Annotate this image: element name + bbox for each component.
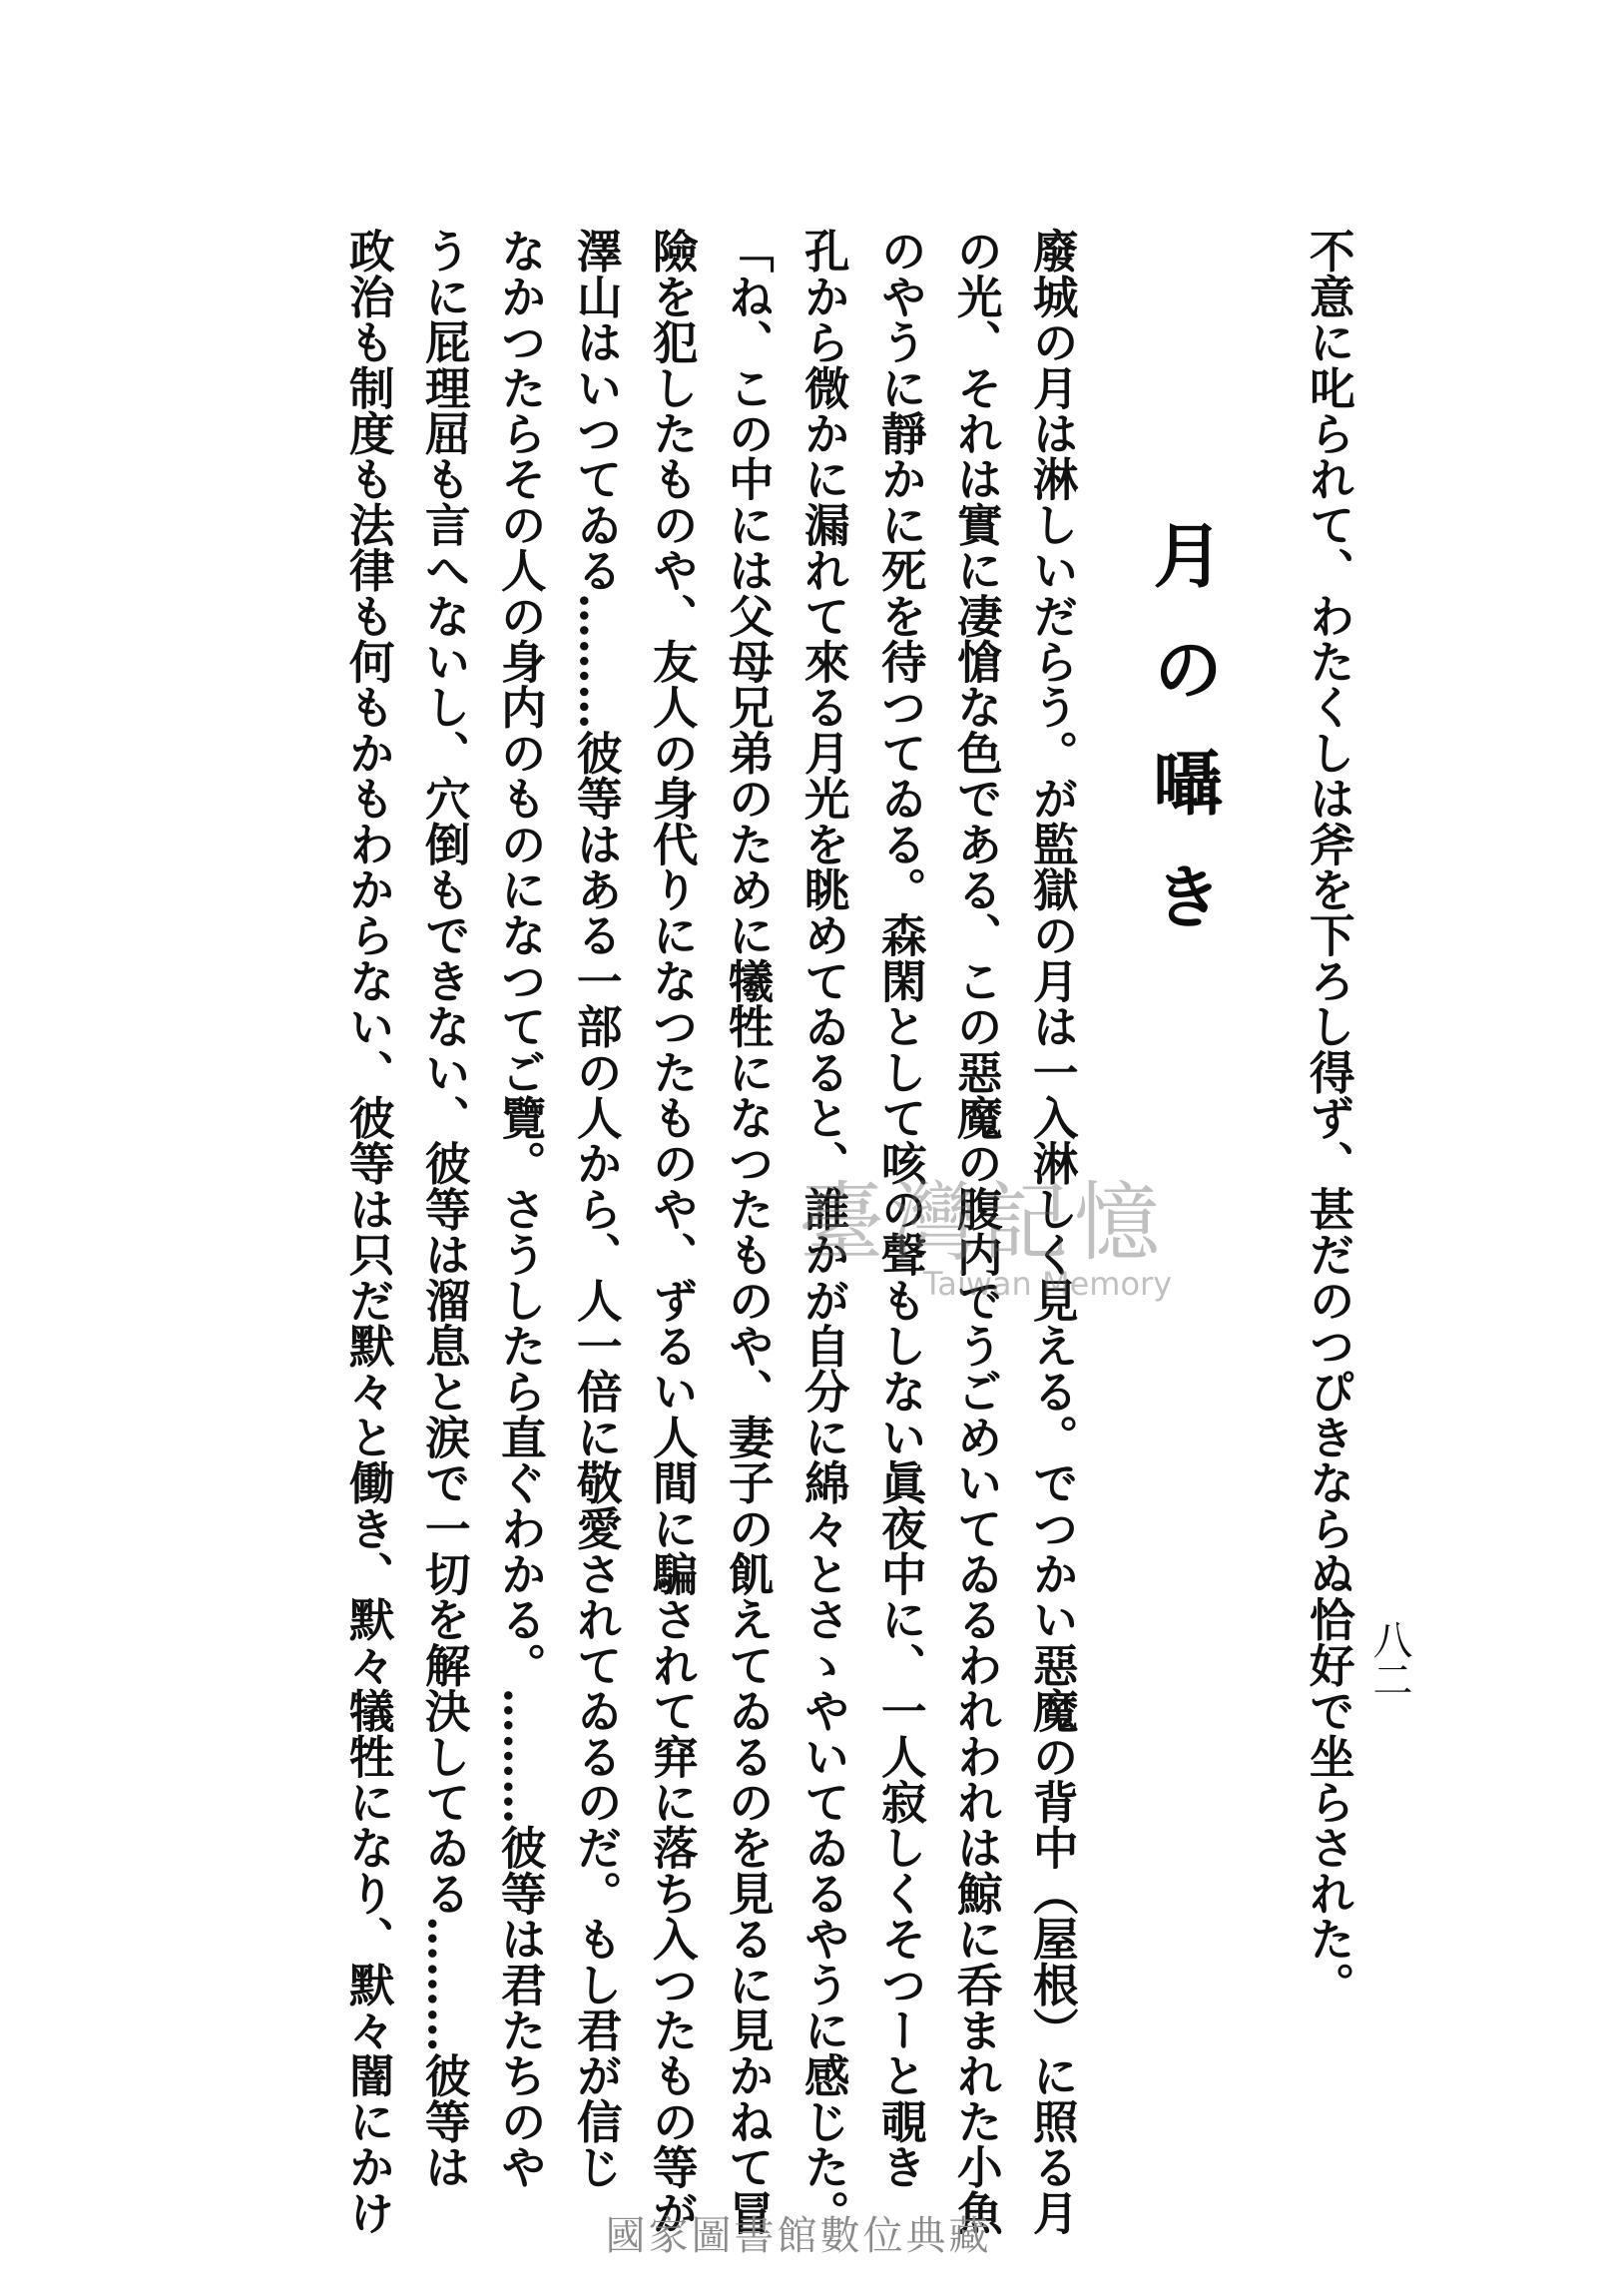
text-column-9: なかつたらその人の身内のものになつてご覽。さうしたら直ぐわかる。………彼等は君たちのや <box>493 228 548 2190</box>
text-column-11: 政治も制度も法律も何もかもわからない、彼等は只だ默々と働き、默々犠牲になり、默々闇にかけ <box>341 228 396 2235</box>
text-column-8: 澤山はいつてゐる………彼等はある一部の人から、人一倍に敬愛されてゐるのだ。もし君が信じ <box>569 228 624 2190</box>
text-column-2: 廢城の月は淋しいだらう。が監獄の月は一入淋しく見える。でつかい惡魔の背中（屋根）に照る月 <box>1025 228 1080 2235</box>
chapter-title: 月の囁き <box>1142 519 1225 974</box>
text-column-3: の光、それは實に凄愴な色である、この惡魔の腹内でうごめいてゐるわれわれは鯨に呑まれた小魚 <box>949 228 1004 2235</box>
watermark-sub-text: Taiwan Memory <box>923 1265 1173 1303</box>
page-number: 八二 <box>1366 1619 1412 1699</box>
text-column-10: うに屁理屈も言へないし、穴倒もできない、彼等は溜息と涙で一切を解決してゐる………彼等は <box>417 228 472 2190</box>
text-column-7: 險を犯したものや、友人の身代りになつたものや、ずるい人間に騙されて穽に落ち入つたもの等が <box>645 228 700 2235</box>
text-column-4: のやうに靜かに死を待つてゐる。森閑として咳の聲もしない眞夜中に、一人寂しくそつーと覗き <box>873 228 928 2190</box>
watermark-main-text: 臺灣記憶 <box>798 1173 1166 1273</box>
text-column-6: 「ね、この中には父母兄弟のために犧牲になつたものや、妻子の飢えてゐるのを見るに見かねて冒 <box>721 228 776 2235</box>
text-column-1: 不意に叱られて、わたくしは斧を下ろし得ず、甚だのつぴきならぬ恰好で坐らされた。 <box>1302 228 1356 2008</box>
text-column-5: 孔から微かに漏れて來る月光を眺めてゐると、誰かが自分に綿々とさゝやいてゐるやうに感じた。 <box>797 228 851 2235</box>
library-footer: 國家圖書館數位典藏 <box>605 2213 992 2259</box>
